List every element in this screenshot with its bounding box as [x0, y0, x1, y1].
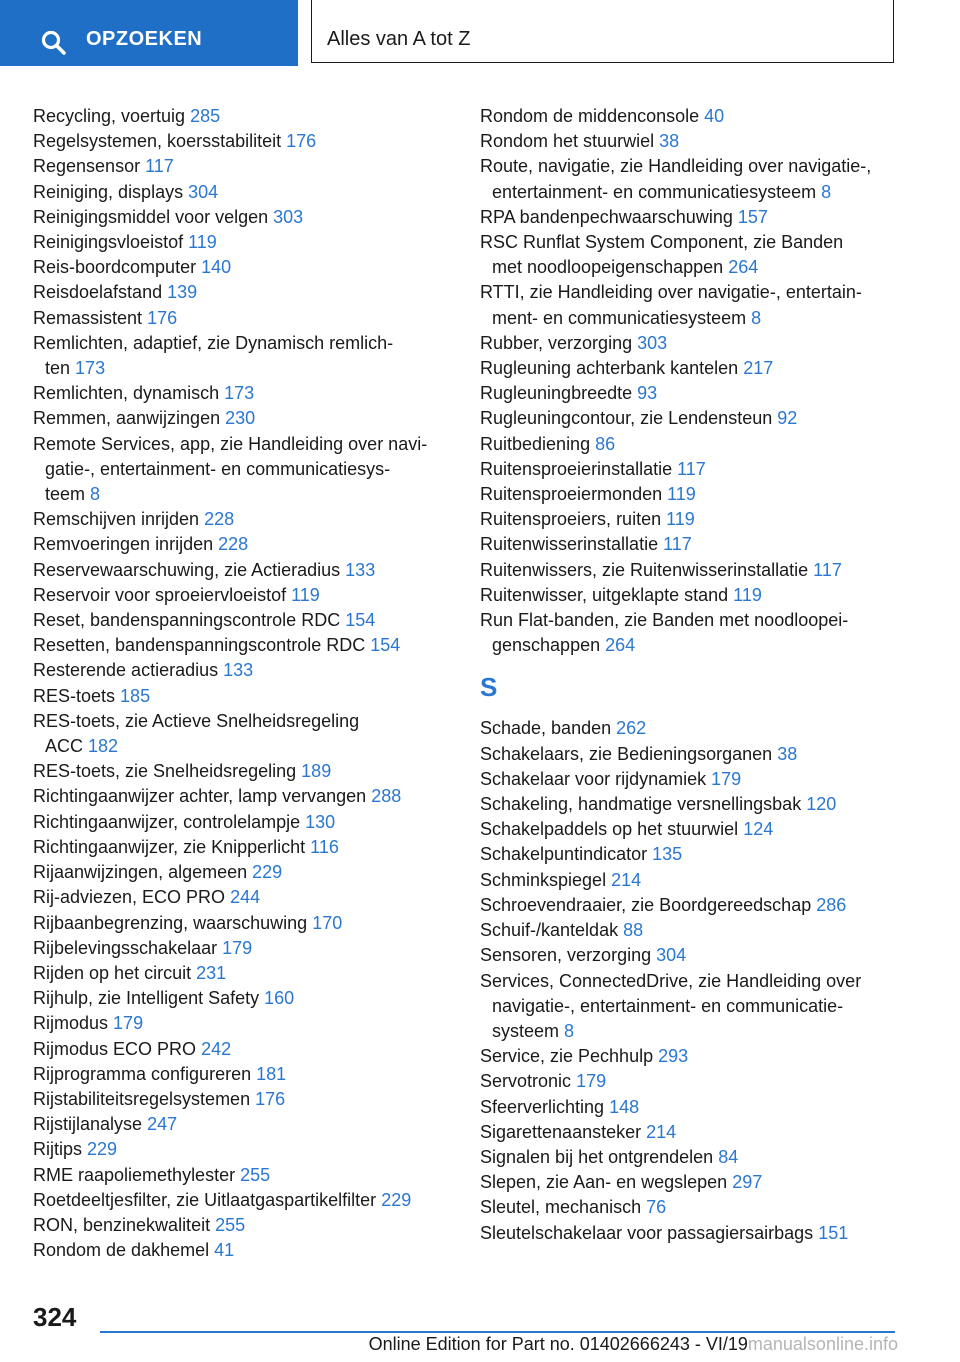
- index-entry: [480, 1195, 920, 1220]
- index-entry-text: Sigarettenaansteker: [480, 1121, 642, 1142]
- page-link[interactable]: 38: [659, 131, 680, 152]
- page-link[interactable]: 230: [225, 408, 256, 429]
- index-entry: [480, 457, 920, 482]
- index-entry-text: Resetten, bandenspanningscontrole RDC: [33, 635, 366, 656]
- index-entry-text: met noodloopeigenschappen: [492, 257, 724, 278]
- index-entry: [480, 1069, 920, 1094]
- footer-edition-text: Online Edition for Part no. 01402666243 - VI/19: [368, 1334, 748, 1354]
- index-entry: [33, 911, 453, 936]
- index-entry: [33, 1062, 453, 1087]
- index-entry-text: Ruitensproeiers, ruiten: [480, 509, 662, 530]
- page-link[interactable]: 179: [113, 1013, 144, 1034]
- index-entry-text: RON, benzinekwaliteit: [33, 1214, 211, 1235]
- page-link[interactable]: 160: [264, 988, 295, 1009]
- index-entry-text: Schakelaar voor rijdynamiek: [480, 768, 707, 789]
- index-entry-text: Richtingaanwijzer, zie Knipperlicht: [33, 836, 306, 857]
- page-link[interactable]: 179: [711, 768, 742, 789]
- index-entry-text: Remassistent: [33, 307, 143, 328]
- page-link[interactable]: 286: [816, 894, 847, 915]
- page-link[interactable]: 8: [821, 181, 832, 202]
- index-entry-text: Ruitenwissers, zie Ruitenwisserinstallatie: [480, 559, 809, 580]
- page-link[interactable]: 288: [371, 786, 402, 807]
- index-entry-text: Rijhulp, zie Intelligent Safety: [33, 988, 260, 1009]
- index-entry: [33, 684, 453, 709]
- page-link[interactable]: 304: [188, 181, 219, 202]
- index-entry-text: Schakelaars, zie Bedieningsorganen: [480, 743, 773, 764]
- index-entry: [480, 280, 920, 330]
- index-entry: [33, 885, 453, 910]
- index-entry-text: Regelsystemen, koersstabiliteit: [33, 131, 282, 152]
- index-entry: [480, 432, 920, 457]
- index-entry: [480, 868, 920, 893]
- index-entry-text: ment- en communicatiesysteem: [492, 307, 747, 328]
- index-entry: [33, 810, 453, 835]
- index-entry: [33, 129, 453, 154]
- page-link[interactable]: 179: [576, 1071, 607, 1092]
- index-entry-text: RES-toets, zie Actieve Snelheidsregeling: [33, 710, 360, 731]
- page-link[interactable]: 8: [564, 1020, 575, 1041]
- section-title-box: [311, 0, 894, 63]
- page-link[interactable]: 76: [646, 1197, 667, 1218]
- page-link[interactable]: 148: [609, 1096, 640, 1117]
- index-entry-text: Ruitenwisserinstallatie: [480, 534, 659, 555]
- index-entry: [33, 709, 453, 759]
- index-entry-text: Rugleuningcontour, zie Lendensteun: [480, 408, 773, 429]
- page-link[interactable]: 120: [806, 794, 837, 815]
- index-entry: [480, 1095, 920, 1120]
- index-entry-text: Schakeling, handmatige versnellingsbak: [480, 794, 802, 815]
- index-entry: [33, 180, 453, 205]
- index-entry-text: Reservoir voor sproeiervloeistof: [33, 584, 287, 605]
- page-link[interactable]: 255: [240, 1164, 271, 1185]
- index-entry-text: Remschijven inrijden: [33, 509, 200, 530]
- index-entry: [33, 331, 453, 381]
- index-entry-text: Remlichten, dynamisch: [33, 383, 220, 404]
- index-entry-text: Sleutelschakelaar voor passagiersairbags: [480, 1222, 814, 1243]
- index-entry: [480, 230, 920, 280]
- index-entry-text: Rijtips: [33, 1139, 83, 1160]
- page-link[interactable]: 157: [737, 206, 768, 227]
- page-link[interactable]: 117: [813, 559, 842, 580]
- index-entry-text: Signalen bij het ontgrendelen: [480, 1146, 714, 1167]
- index-entry-text: Reisdoelafstand: [33, 282, 163, 303]
- index-entry: [480, 893, 920, 918]
- index-entry-text: Ruitenwisser, uitgeklapte stand: [480, 584, 729, 605]
- index-entry-text: Ruitensproeierinstallatie: [480, 458, 673, 479]
- index-entry: [480, 918, 920, 943]
- index-entry: [33, 583, 453, 608]
- index-entry: [33, 406, 453, 431]
- search-icon: [40, 29, 68, 57]
- index-entry: [480, 1170, 920, 1195]
- page-link[interactable]: 242: [201, 1038, 232, 1059]
- index-entry: [480, 129, 920, 154]
- index-entry-text: Rugleuningbreedte: [480, 383, 633, 404]
- index-entry: [480, 532, 920, 557]
- page-link[interactable]: 151: [818, 1222, 849, 1243]
- index-entry: [480, 507, 920, 532]
- index-entry-text: Reis-boordcomputer: [33, 257, 197, 278]
- page-link[interactable]: 117: [145, 156, 174, 177]
- index-entry-text: Rondom het stuurwiel: [480, 131, 655, 152]
- header: [0, 0, 960, 66]
- page-link[interactable]: 170: [312, 912, 343, 933]
- page-link[interactable]: 176: [255, 1088, 286, 1109]
- page-link[interactable]: 135: [652, 844, 683, 865]
- index-entry-text: Rijstijlanalyse: [33, 1114, 143, 1135]
- index-entry-text: Run Flat-banden, zie Banden met noodloopei-: [480, 610, 849, 631]
- index-entry-text: navigatie-, entertainment- en communicatie-: [492, 995, 844, 1016]
- page-link[interactable]: 154: [345, 610, 376, 631]
- index-column-right: [480, 104, 920, 1246]
- index-entry-text: entertainment- en communicatiesysteem: [492, 181, 817, 202]
- index-entry: [33, 255, 453, 280]
- index-entry-text: Rijmodus: [33, 1013, 109, 1034]
- page-link[interactable]: 92: [777, 408, 798, 429]
- page-link[interactable]: 124: [743, 819, 774, 840]
- index-entry: [480, 583, 920, 608]
- index-entry-text: Rijaanwijzingen, algemeen: [33, 862, 248, 883]
- index-entry-text: Recycling, voertuig: [33, 106, 186, 126]
- index-entry-text: Servotronic: [480, 1071, 572, 1092]
- index-entry-text: Roetdeeltjesfilter, zie Uitlaatgaspartikelfilter: [33, 1189, 377, 1210]
- page-link[interactable]: 176: [286, 131, 317, 152]
- index-entry-text: Reiniging, displays: [33, 181, 184, 202]
- index-entry: [33, 860, 453, 885]
- page-link[interactable]: 285: [190, 106, 221, 126]
- index-entry: [33, 507, 453, 532]
- index-entry-text: Richtingaanwijzer achter, lamp vervangen: [33, 786, 367, 807]
- index-entry-text: Remlichten, adaptief, zie Dynamisch remlich-: [33, 332, 394, 353]
- page-link[interactable]: 214: [611, 869, 642, 890]
- page-link[interactable]: 181: [256, 1063, 287, 1084]
- page-link[interactable]: 293: [658, 1046, 689, 1067]
- index-entry-text: RSC Runflat System Component, zie Banden: [480, 232, 844, 253]
- index-entry: [33, 784, 453, 809]
- index-entry-text: Schakelpuntindicator: [480, 844, 648, 865]
- index-entry-text: Ruitbediening: [480, 433, 591, 454]
- index-entry-text: Rondom de dakhemel: [33, 1240, 210, 1261]
- index-entry-text: Rubber, verzorging: [480, 332, 633, 353]
- index-entry-text: Schroevendraaier, zie Boordgereedschap: [480, 894, 812, 915]
- index-entry-text: Schminkspiegel: [480, 869, 607, 890]
- page-link[interactable]: 264: [728, 257, 759, 278]
- index-entry: [33, 1112, 453, 1137]
- page-link[interactable]: 88: [623, 920, 644, 941]
- page-link[interactable]: 229: [252, 862, 283, 883]
- index-entry: [480, 381, 920, 406]
- index-entry-text: gatie-, entertainment- en communicatiesys-: [45, 458, 391, 479]
- page-link[interactable]: 40: [704, 106, 725, 126]
- index-entry: [33, 1087, 453, 1112]
- index-entry-text: Rijmodus ECO PRO: [33, 1038, 197, 1059]
- index-entry-text: Rondom de middenconsole: [480, 106, 700, 126]
- page-link[interactable]: 179: [222, 937, 253, 958]
- index-entry-text: Sensoren, verzorging: [480, 945, 652, 966]
- page-link[interactable]: 297: [732, 1172, 763, 1193]
- index-entry: [480, 482, 920, 507]
- index-entry-text: Schade, banden: [480, 718, 612, 739]
- page-link[interactable]: 119: [733, 584, 762, 605]
- index-entry: [480, 154, 920, 204]
- index-entry: [33, 558, 453, 583]
- index-entry-text: ACC: [45, 736, 84, 757]
- page-link[interactable]: 244: [230, 887, 261, 908]
- index-entry-text: Schakelpaddels op het stuurwiel: [480, 819, 739, 840]
- page-link[interactable]: 119: [188, 232, 217, 253]
- search-tab-label: OPZOEKEN: [86, 28, 203, 50]
- index-entry-text: Rijden op het circuit: [33, 962, 192, 983]
- page-link[interactable]: 8: [90, 484, 101, 505]
- index-entry: [33, 381, 453, 406]
- page-link[interactable]: 119: [666, 509, 695, 530]
- index-entry-text: Rugleuning achterbank kantelen: [480, 358, 739, 379]
- index-entry-text: RPA bandenpechwaarschuwing: [480, 206, 733, 227]
- index-entry: [33, 608, 453, 633]
- index-entry: [480, 1120, 920, 1145]
- index-entry-text: Reset, bandenspanningscontrole RDC: [33, 610, 341, 631]
- index-entry-text: Sfeerverlichting: [480, 1096, 605, 1117]
- index-entry: [33, 1163, 453, 1188]
- footer-watermark: manualsonline.info: [747, 1334, 898, 1354]
- index-entry-text: RES-toets, zie Snelheidsregeling: [33, 761, 297, 782]
- page-link[interactable]: 303: [637, 332, 668, 353]
- page-link[interactable]: 176: [147, 307, 178, 328]
- index-entry: [33, 230, 453, 255]
- page-link[interactable]: 182: [88, 736, 119, 757]
- page-link[interactable]: 189: [301, 761, 332, 782]
- index-entry-text: systeem: [492, 1020, 560, 1041]
- index-entry: [480, 356, 920, 381]
- index-entry: [33, 986, 453, 1011]
- page-link[interactable]: 139: [167, 282, 198, 303]
- index-entry: [33, 205, 453, 230]
- index-entry-text: Route, navigatie, zie Handleiding over navigatie-,: [480, 156, 872, 177]
- index-entry-text: Resterende actieradius: [33, 660, 219, 681]
- index-entry: [480, 558, 920, 583]
- page-link[interactable]: 130: [305, 811, 336, 832]
- index-entry: [33, 1037, 453, 1062]
- index-entry: [480, 943, 920, 968]
- index-entry: [33, 759, 453, 784]
- index-entry-text: Reinigingsmiddel voor velgen: [33, 206, 269, 227]
- index-entry: [33, 432, 453, 508]
- index-entry: [33, 1137, 453, 1162]
- page-link[interactable]: 154: [370, 635, 401, 656]
- index-entry-text: Sleutel, mechanisch: [480, 1197, 642, 1218]
- index-entry: [33, 835, 453, 860]
- index-entry-text: Richtingaanwijzer, controlelampje: [33, 811, 301, 832]
- page-link[interactable]: 8: [751, 307, 762, 328]
- index-entry: [33, 633, 453, 658]
- index-entry: [480, 742, 920, 767]
- page-link[interactable]: 86: [595, 433, 616, 454]
- page-link[interactable]: 93: [637, 383, 658, 404]
- page-link[interactable]: 133: [223, 660, 254, 681]
- index-entry: [33, 1213, 453, 1238]
- index-entry: [480, 104, 920, 129]
- page-link[interactable]: 119: [667, 484, 696, 505]
- page-link[interactable]: 185: [120, 685, 151, 706]
- page-link[interactable]: 217: [743, 358, 774, 379]
- index-entry: [480, 406, 920, 431]
- index-entry-text: Rijprogramma configureren: [33, 1063, 252, 1084]
- index-group-s: [480, 716, 920, 1245]
- page-link[interactable]: 119: [291, 584, 320, 605]
- index-entry: [33, 961, 453, 986]
- page-link[interactable]: 229: [381, 1189, 412, 1210]
- page-link[interactable]: 229: [87, 1139, 118, 1160]
- page-link[interactable]: 247: [147, 1114, 178, 1135]
- index-entry: [480, 331, 920, 356]
- index-entry-text: Schuif-/kanteldak: [480, 920, 619, 941]
- page-link[interactable]: 117: [663, 534, 692, 555]
- index-entry: [33, 280, 453, 305]
- page-link[interactable]: 262: [616, 718, 647, 739]
- page-link[interactable]: 133: [345, 559, 376, 580]
- page-link[interactable]: 140: [201, 257, 232, 278]
- page-link[interactable]: 173: [224, 383, 255, 404]
- index-entry: [33, 936, 453, 961]
- index-entry-text: Service, zie Pechhulp: [480, 1046, 654, 1067]
- index-entry: [480, 1221, 920, 1246]
- index-entry-text: teem: [45, 484, 86, 505]
- index-entry: [480, 1044, 920, 1069]
- page-link[interactable]: 117: [677, 458, 706, 479]
- index-entry-text: Remvoeringen inrijden: [33, 534, 214, 555]
- index-entry-text: Rij-adviezen, ECO PRO: [33, 887, 226, 908]
- index-entry: [33, 1011, 453, 1036]
- index-entry-text: RES-toets: [33, 685, 116, 706]
- index-entry: [480, 716, 920, 741]
- index-entry: [480, 767, 920, 792]
- page-link[interactable]: 84: [718, 1146, 739, 1167]
- index-entry-text: Slepen, zie Aan- en wegslepen: [480, 1172, 728, 1193]
- page-number: 324: [33, 1302, 77, 1332]
- index-entry-text: Remote Services, app, zie Handleiding over navi-: [33, 433, 428, 454]
- index-entry-text: Reservewaarschuwing, zie Actieradius: [33, 559, 341, 580]
- index-entry-text: Rijstabiliteitsregelsystemen: [33, 1088, 251, 1109]
- index-entry-text: Services, ConnectedDrive, zie Handleiding over: [480, 970, 862, 991]
- index-entry-text: Ruitensproeiermonden: [480, 484, 663, 505]
- index-entry-text: Rijbaanbegrenzing, waarschuwing: [33, 912, 308, 933]
- page-link[interactable]: 173: [75, 358, 106, 379]
- section-letter-s: S: [480, 672, 498, 703]
- index-entry-text: Rijbelevingsschakelaar: [33, 937, 218, 958]
- index-entry: [33, 306, 453, 331]
- index-group-r: [480, 104, 920, 658]
- page-link[interactable]: 255: [215, 1214, 246, 1235]
- index-entry: [33, 658, 453, 683]
- page-link[interactable]: 116: [310, 836, 339, 857]
- index-entry: [480, 608, 920, 658]
- index-entry: [33, 532, 453, 557]
- section-title: Alles van A tot Z: [327, 28, 471, 50]
- index-entry: [480, 205, 920, 230]
- footer-edition: [369, 1334, 898, 1355]
- index-entry-text: Remmen, aanwijzingen: [33, 408, 221, 429]
- page-link[interactable]: 38: [777, 743, 798, 764]
- index-entry: [33, 1188, 453, 1213]
- index-entry-text: RME raapoliemethylester: [33, 1164, 236, 1185]
- index-entry-text: RTTI, zie Handleiding over navigatie-, entertain-: [480, 282, 862, 303]
- index-entry: [33, 104, 453, 129]
- index-entry: [33, 154, 453, 179]
- page-link[interactable]: 304: [656, 945, 687, 966]
- index-entry-text: Reinigingsvloeistof: [33, 232, 184, 253]
- page-link[interactable]: 228: [218, 534, 249, 555]
- index-entry: [33, 1238, 453, 1263]
- index-entry: [480, 792, 920, 817]
- page-link[interactable]: 41: [214, 1240, 235, 1261]
- page-link[interactable]: 231: [196, 962, 227, 983]
- index-entry: [480, 1145, 920, 1170]
- index-entry: [480, 969, 920, 1045]
- footer-divider: [100, 1331, 895, 1333]
- page-link[interactable]: 228: [204, 509, 235, 530]
- page-link[interactable]: 214: [646, 1121, 677, 1142]
- page-link[interactable]: 303: [273, 206, 304, 227]
- index-entry: [480, 842, 920, 867]
- index-column-left: [33, 104, 453, 1263]
- index-entry-text: ten: [45, 358, 71, 379]
- index-entry-text: Regensensor: [33, 156, 141, 177]
- index-entry-text: genschappen: [492, 635, 601, 656]
- search-tab[interactable]: [0, 0, 298, 66]
- index-entry: [480, 817, 920, 842]
- page-link[interactable]: 264: [605, 635, 636, 656]
